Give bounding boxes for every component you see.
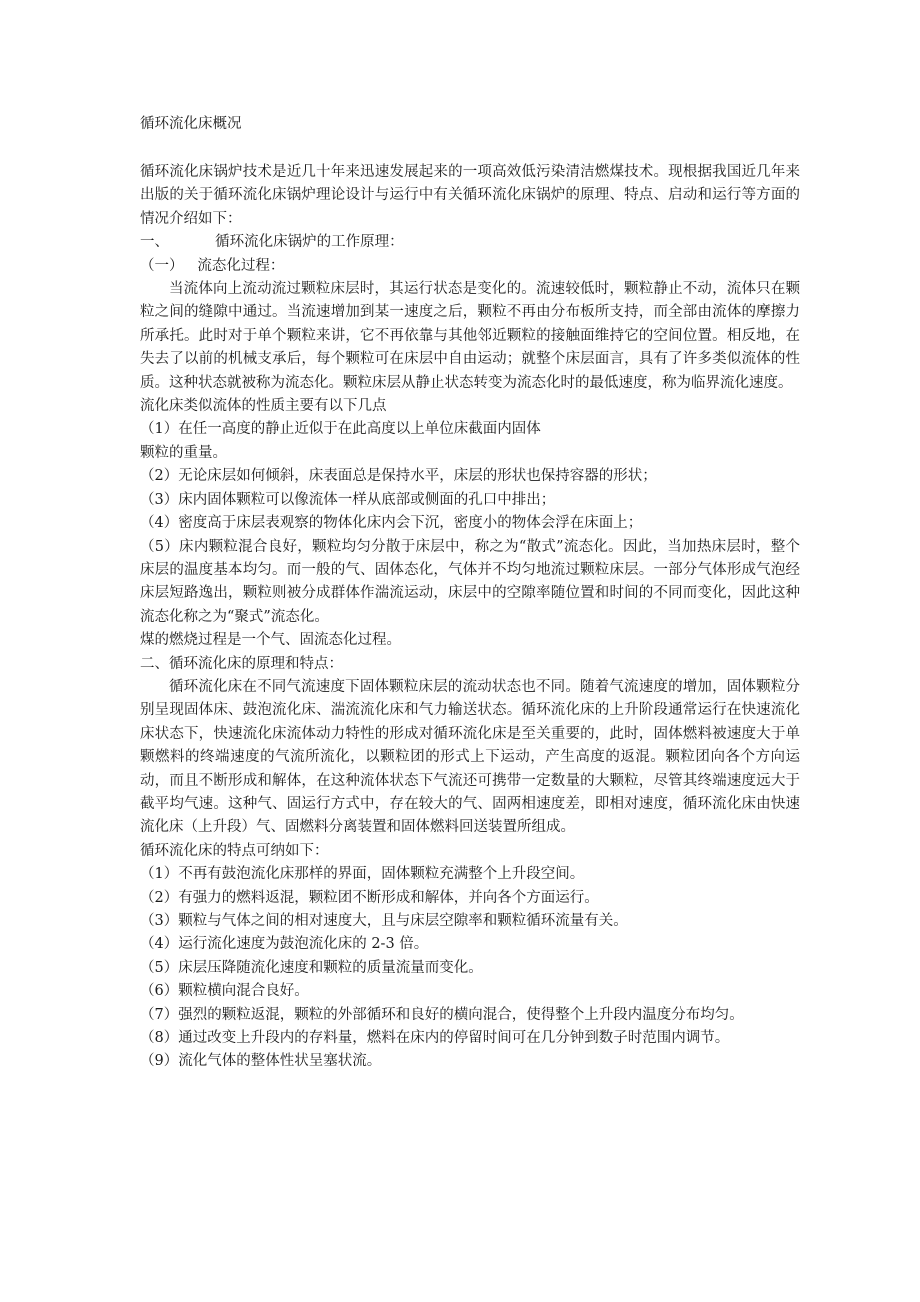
property-item: （4）密度高于床层表观察的物体化床内会下沉，密度小的物体会浮在床面上； bbox=[140, 515, 643, 532]
section-1-heading bbox=[140, 231, 800, 254]
section-1-title: 循环流化床锅炉的工作原理： bbox=[215, 234, 404, 251]
principle-paragraph: 循环流化床在不同气流速度下固体颗粒床层的流动状态也不同。随着气流速度的增加，固体颗粒分别呈现固体床、鼓泡流化床、湍流流化床和气力输送状态。循环流化床的上升阶段通常运行在快速流化床状态下，快速流化床流体动力特性的形成对循环流化床是至关重要的，此时，固体燃料被速度大于单颗燃料的终端速度的气流所流化，以颗粒团的形式上下运动，产生高度的返混。颗粒团向各个方向运动，而且不断形成和解体，在这种流体状态下气流还可携带一定数量的大颗粒，尽管其终端速度远大于截平均气速。这种气、固运行方式中，存在较大的气、固两相速度差，即相对速度，循环流化床由快速流化床（上升段）气、固燃料分离装置和固体燃料回送装置所组成。 bbox=[140, 678, 800, 836]
document-body bbox=[140, 112, 800, 1074]
feature-item: （1）不再有鼓泡流化床那样的界面，固体颗粒充满整个上升段空间。 bbox=[140, 866, 585, 883]
feature-item: （3）颗粒与气体之间的相对速度大，且与床层空隙率和颗粒循环流量有关。 bbox=[140, 913, 628, 929]
section-2-heading bbox=[140, 653, 800, 676]
fluidization-paragraph: 当流体向上流动流过颗粒床层时，其运行状态是变化的。流速较低时，颗粒静止不动，流体只在颗粒之间的缝隙中通过。当流速增加到某一速度之后，颗粒不再由分布板所支持，而全部由流体的摩擦力所承托。此时对于单个颗粒来讲，它不再依靠与其他邻近颗粒的接触面维持它的空间位置。相反地，在失去了以前的机械支承后，每个颗粒可在床层中自由运动；就整个床层面言，具有了许多类似流体的性质。这种状态就被称为流态化。颗粒床层从静止状态转变为流态化时的最低速度，称为临界流化速度。 bbox=[140, 281, 800, 391]
section-2-number: 二、 bbox=[140, 655, 169, 672]
properties-intro: 流化床类似流体的性质主要有以下几点 bbox=[140, 398, 387, 415]
feature-item: （4）运行流化速度为鼓泡流化床的 2-3 倍。 bbox=[140, 936, 429, 953]
property-item: （3）床内固体颗粒可以像流体一样从底部或侧面的孔口中排出； bbox=[140, 491, 556, 508]
property-item: （1）在任一高度的静止近似于在此高度以上单位床截面内固体 bbox=[140, 421, 541, 438]
document-title: 循环流化床概况 bbox=[140, 116, 242, 132]
property-item: （2）无论床层如何倾斜，床表面总是保持水平，床层的形状也保持容器的形状； bbox=[140, 468, 657, 485]
subsection-1-title: 流态化过程： bbox=[197, 257, 285, 274]
property-item: （5）床内颗粒混合良好，颗粒均匀分散于床层中，称之为“散式”流态化。因此，当加热床层时，整个床层的温度基本均匀。而一般的气、固体态化，气体并不均匀地流过颗粒床层。一部分气体形成气泡经床层短路逸出，颗粒则被分成群体作湍流运动，床层中的空隙率随位置和时间的不同而变化，因此这种流态化称之为“聚式”流态化。 bbox=[140, 538, 800, 625]
subsection-1-heading bbox=[140, 255, 800, 278]
feature-item: （9）流化气体的整体性状呈塞状流。 bbox=[140, 1053, 382, 1070]
property-item: 煤的燃烧过程是一个气、固流态化过程。 bbox=[140, 632, 401, 649]
features-intro: 循环流化床的特点可纳如下： bbox=[140, 842, 329, 859]
feature-item: （5）床层压降随流化速度和颗粒的质量流量而变化。 bbox=[140, 959, 483, 976]
subsection-1-number: （一） bbox=[140, 257, 184, 274]
feature-item: （2）有强力的燃料返混，颗粒团不断形成和解体，并向各个方面运行。 bbox=[140, 889, 599, 906]
section-1-number: 一、 bbox=[140, 234, 169, 251]
feature-item: （6）颗粒横向混合良好。 bbox=[140, 983, 309, 1000]
section-2-title: 循环流化床的原理和特点： bbox=[169, 655, 343, 672]
intro-paragraph: 循环流化床锅炉技术是近几十年来迅速发展起来的一项高效低污染清洁燃煤技术。现根据我国近几年来出版的关于循环流化床锅炉理论设计与运行中有关循环流化床锅炉的原理、特点、启动和运行等方面的情况介绍如下： bbox=[140, 164, 800, 227]
feature-item: （7）强烈的颗粒返混，颗粒的外部循环和良好的横向混合，使得整个上升段内温度分布均匀。 bbox=[140, 1006, 744, 1023]
property-item: 颗粒的重量。 bbox=[140, 444, 227, 461]
feature-item: （8）通过改变上升段内的存料量，燃料在床内的停留时间可在几分钟到数子时范围内调节。 bbox=[140, 1030, 730, 1047]
